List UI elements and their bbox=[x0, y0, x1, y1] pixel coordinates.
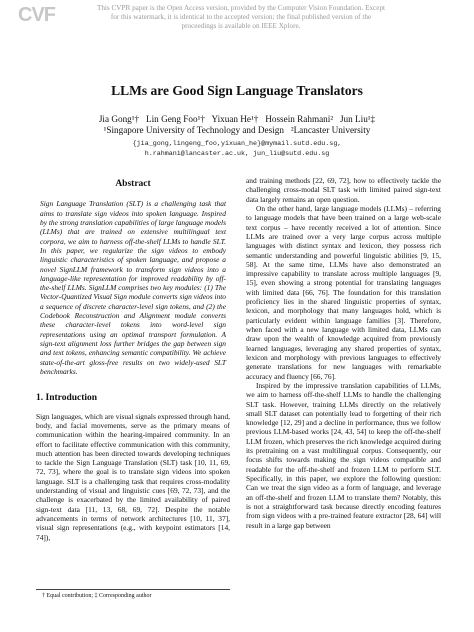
footnote-text: † Equal contribution; ‡ Corresponding author bbox=[42, 593, 152, 599]
author-affiliations: ¹Singapore University of Technology and Design ²Lancaster University bbox=[103, 125, 371, 135]
author-block bbox=[0, 114, 474, 136]
author-emails bbox=[0, 139, 474, 159]
abstract-heading: Abstract bbox=[115, 179, 151, 189]
cvf-logo: CVF bbox=[18, 4, 55, 26]
intro-paragraph-2: On the other hand, large language models (LLMs) – referring to language models that have been trained on a large web-scale text corpus – have recently received a lot of attention. Since LLMs are trained over a very large corpus across multiple languages with distinct syntax and lexicon, they possess rich semantic understanding and powerful linguistic abilities [9, 15, 58]. At the same time, LLMs have also demonstrated an impressive capability to translate across multiple languages [9, 15], even showing a strong potential for translating languages with limited data [66, 76]. The foundation for this translation proficiency lies in the shared linguistic properties of syntax, lexicon, and morphology that many languages hold, which is particularly evident within language families [3]. Therefore, when faced with a new language with limited data, LLMs can draw upon the wealth of knowledge acquired from previously learned languages, leveraging any shared properties of syntax, lexicon and morphology with previous languages to effectively generate translations for new languages with remarkable accuracy and fluency [66, 76]. bbox=[246, 203, 441, 381]
intro-paragraph-1: Sign languages, which are visual signals expressed through hand, body, and facial movements, serve as the primary means of communication within the hearing-impaired community. In an effort to facilitate effective communication with this community, much attention has been directed towards developing techniques to tackle the Sign Language Translation (SLT) task [10, 11, 69, 72, 73], where the goal is to translate sign videos into spoken language. SLT is a challenging task that requires cross-modality understanding of visual and linguistic cues [69, 72, 73], and the challenge is exacerbated by the limited availability of paired sign-text data [11, 13, 68, 69, 72]. Despite the notable advancements in terms of network architectures [10, 11, 37], visual sign representations (e.g., with keypoint estimators [14, 74]), bbox=[36, 411, 230, 542]
right-column bbox=[246, 176, 441, 530]
intro-paragraph-3: Inspired by the impressive translation capabilities of LLMs, we aim to harness off-the-shelf LLMs to handle the challenging SLT task. However, training LLMs directly on the relatively small SLT dataset can potentially lead to forgetting of their rich knowledge [12, 29] and a decline in performance, thus we follow previous LLM-based works [24, 43, 54] to keep the off-the-shelf LLM frozen, which preserves the rich knowledge acquired during its pretraining on a vast multilingual corpus. Consequently, our focus shifts towards making the sign videos compatible and readable for the off-the-shelf and frozen LLM to perform SLT. Specifically, in this paper, we explore the following question: Can we treat the sign video as a form of language, and leverage an off-the-shelf and frozen LLM to translate them? Notably, this is not a straightforward task because directly encoding features from sign videos with a pre-trained feature extractor [28, 64] will result in a large gap between bbox=[246, 380, 441, 530]
left-column bbox=[36, 176, 230, 542]
email-line-1: {jia_gong,lingeng_foo,yixuan_he}@mymail.sutd.edu.sg, bbox=[132, 140, 342, 148]
open-access-notice: This CVPR paper is the Open Access version, provided by the Computer Vision Foundation. Except for this watermark, it is identical to the accepted version; the final published version of the proceedings is available on IEEE Xplore. bbox=[96, 4, 386, 31]
paper-title: LLMs are Good Sign Language Translators bbox=[111, 83, 363, 98]
email-line-2: h.rahmani@lancaster.ac.uk, jun_liu@sutd.edu.sg bbox=[144, 150, 330, 158]
author-names: Jia Gong¹† Lin Geng Foo¹† Yixuan He¹† Hossein Rahmani² Jun Liu¹‡ bbox=[98, 114, 376, 124]
abstract-text: Sign Language Translation (SLT) is a challenging task that aims to translate sign videos into spoken language. Inspired by the strong translation capabilities of large language models (LLMs) that are trained on extensive multilingual text corpora, we aim to harness off-the-shelf LLMs to handle SLT. In this paper, we regularize the sign videos to embody linguistic characteristics of spoken language, and propose a novel SignLLM framework to transform sign videos into a language-like representation for improved readability by off-the-shelf LLMs. SignLLM comprises two key modules: (1) The Vector-Quantized Visual Sign module converts sign videos into a sequence of discrete character-level sign tokens, and (2) the Codebook Reconstruction and Alignment module converts these character-level tokens into word-level sign representations using an optimal transport formulation. A sign-text alignment loss further bridges the gap between sign and text tokens, enhancing semantic compatibility. We achieve state-of-the-art gloss-free results on two widely-used SLT benchmarks. bbox=[40, 199, 226, 376]
intro-paragraph-continued: and training methods [22, 69, 72], how to effectively tackle the challenging cross-modal SLT task with limited paired sign-text data largely remains an open question. bbox=[246, 176, 441, 204]
footnote bbox=[36, 589, 230, 600]
introduction-heading: 1. Introduction bbox=[36, 393, 98, 404]
